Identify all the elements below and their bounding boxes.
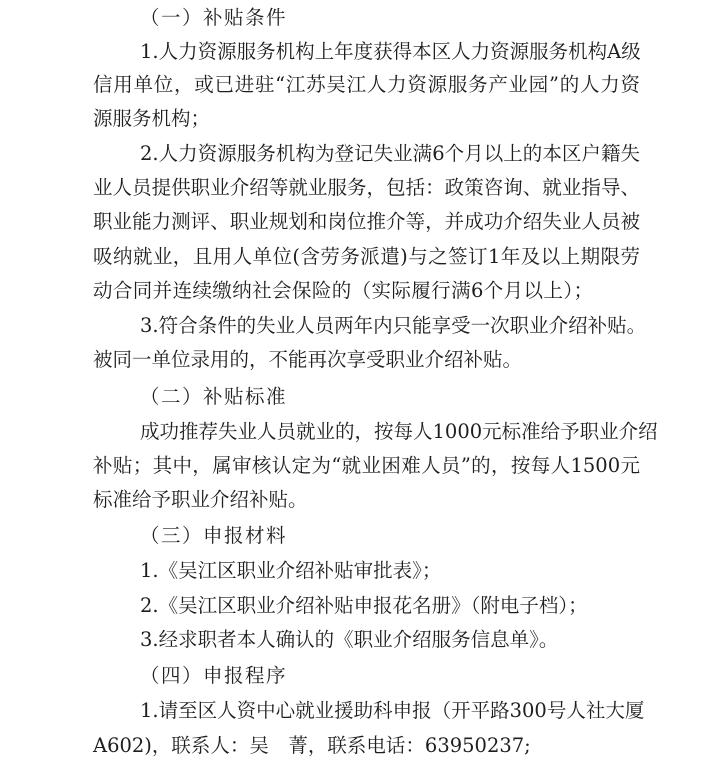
list-item: 3.经求职者本人确认的《职业介绍服务信息单》。 <box>140 628 559 651</box>
paragraph-line: 标准给予职业介绍补贴。 <box>93 488 308 511</box>
list-item: 1.《吴江区职业介绍补贴审批表》； <box>140 559 442 582</box>
paragraph-line: 3.符合条件的失业人员两年内只能享受一次职业介绍补贴。 <box>140 314 647 337</box>
section-heading-subsidy-standard: （二）补贴标准 <box>140 385 288 408</box>
paragraph-line: 动合同并连续缴纳社会保险的（实际履行满6个月以上）； <box>93 279 593 302</box>
paragraph-line: 成功推荐失业人员就业的，按每人1000元标准给予职业介绍 <box>140 420 658 443</box>
paragraph-line: 补贴；其中，属审核认定为“就业困难人员”的，按每人1500元 <box>93 454 640 477</box>
paragraph-line: A602)，联系人：吴 菁，联系电话：63950237; <box>93 734 531 757</box>
paragraph-line: 1.请至区人资中心就业援助科申报（开平路300号人社大厦 <box>140 699 645 722</box>
paragraph-line: 2.人力资源服务机构为登记失业满6个月以上的本区户籍失 <box>140 142 640 165</box>
section-heading-application-materials: （三）申报材料 <box>140 524 288 547</box>
paragraph-line: 1.人力资源服务机构上年度获得本区人力资源服务机构A级 <box>140 40 641 63</box>
paragraph-line: 吸纳就业，且用人单位(含劳务派遣)与之签订1年及以上期限劳 <box>93 245 640 268</box>
paragraph-line: 源服务机构； <box>93 107 211 130</box>
paragraph-line: 职业能力测评、职业规划和岗位推介等，并成功介绍失业人员被 <box>93 210 640 233</box>
section-heading-application-procedure: （四）申报程序 <box>140 664 288 687</box>
list-item: 2.《吴江区职业介绍补贴申报花名册》（附电子档）； <box>140 594 588 617</box>
paragraph-line: 信用单位，或已进驻“江苏吴江人力资源服务产业园”的人力资 <box>93 73 640 96</box>
section-heading-subsidy-conditions: （一）补贴条件 <box>140 6 288 29</box>
paragraph-line: 被同一单位录用的，不能再次享受职业介绍补贴。 <box>93 348 523 371</box>
paragraph-line: 业人员提供职业介绍等就业服务，包括：政策咨询、就业指导、 <box>93 176 640 199</box>
